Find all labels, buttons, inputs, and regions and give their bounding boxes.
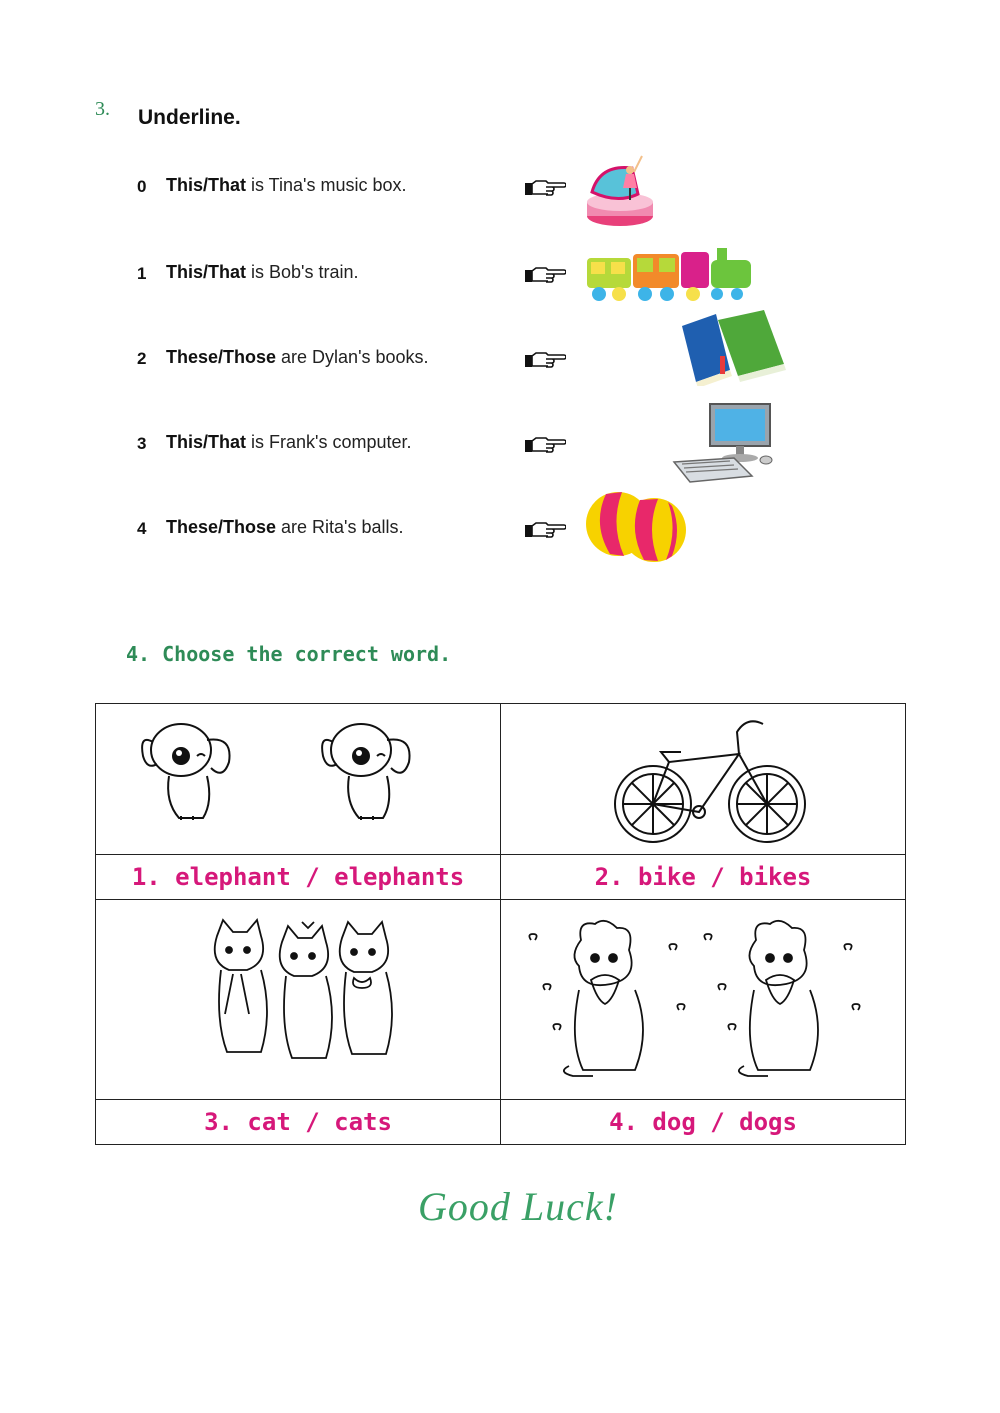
section-3-number: 3.: [95, 98, 110, 120]
item-choice[interactable]: These/Those: [166, 347, 277, 367]
item-rest: are Rita's balls.: [276, 517, 404, 537]
exercise-row-2: [0, 322, 1000, 402]
item-rest: are Dylan's books.: [276, 347, 429, 367]
item-number: 1: [137, 264, 147, 283]
item-number: 0: [137, 177, 147, 196]
label-cell-2[interactable]: 2. bike / bikes: [501, 855, 906, 900]
pointing-hand-icon: [524, 265, 566, 285]
item-choice[interactable]: These/Those: [166, 517, 277, 537]
pointing-hand-icon: [524, 350, 566, 370]
pointing-hand-icon: [524, 178, 566, 198]
computer-image: [670, 400, 785, 486]
item-rest: is Tina's music box.: [246, 175, 407, 195]
item-number: 3: [137, 434, 147, 453]
item-choice[interactable]: This/That: [166, 175, 246, 195]
label-cell-3[interactable]: 3. cat / cats: [96, 1100, 501, 1145]
exercise-row-0: [0, 150, 1000, 230]
item-sentence: [166, 347, 429, 368]
balls-image: [582, 488, 692, 564]
cats-image: [96, 900, 500, 1094]
item-sentence: [166, 175, 407, 196]
image-cell-3: [96, 900, 501, 1100]
section-3-title: Underline.: [138, 106, 241, 129]
good-luck-text: Good Luck!: [418, 1184, 618, 1229]
pointing-hand-icon: [524, 435, 566, 455]
item-number: 4: [137, 519, 147, 538]
image-cell-4: [501, 900, 906, 1100]
item-choice[interactable]: This/That: [166, 262, 246, 282]
exercise-row-4: [0, 492, 1000, 572]
label-cell-4[interactable]: 4. dog / dogs: [501, 1100, 906, 1145]
item-sentence: [166, 517, 404, 538]
exercise-row-3: [0, 407, 1000, 487]
item-choice[interactable]: This/That: [166, 432, 246, 452]
item-rest: is Bob's train.: [246, 262, 359, 282]
image-cell-2: [501, 704, 906, 855]
elephants-image: [96, 704, 500, 849]
dogs-image: [501, 900, 905, 1094]
toy-train-image: [585, 242, 755, 304]
label-cell-1[interactable]: 1. elephant / elephants: [96, 855, 501, 900]
section-4-title: 4. Choose the correct word.: [126, 642, 452, 666]
books-image: [678, 306, 788, 386]
item-rest: is Frank's computer.: [246, 432, 412, 452]
music-box-image: [580, 150, 670, 232]
pointing-hand-icon: [524, 520, 566, 540]
choice-table: [95, 703, 906, 1145]
item-number: 2: [137, 349, 147, 368]
bicycle-image: [501, 704, 905, 849]
image-cell-1: [96, 704, 501, 855]
item-sentence: [166, 262, 358, 283]
item-sentence: [166, 432, 412, 453]
exercise-row-1: [0, 237, 1000, 317]
